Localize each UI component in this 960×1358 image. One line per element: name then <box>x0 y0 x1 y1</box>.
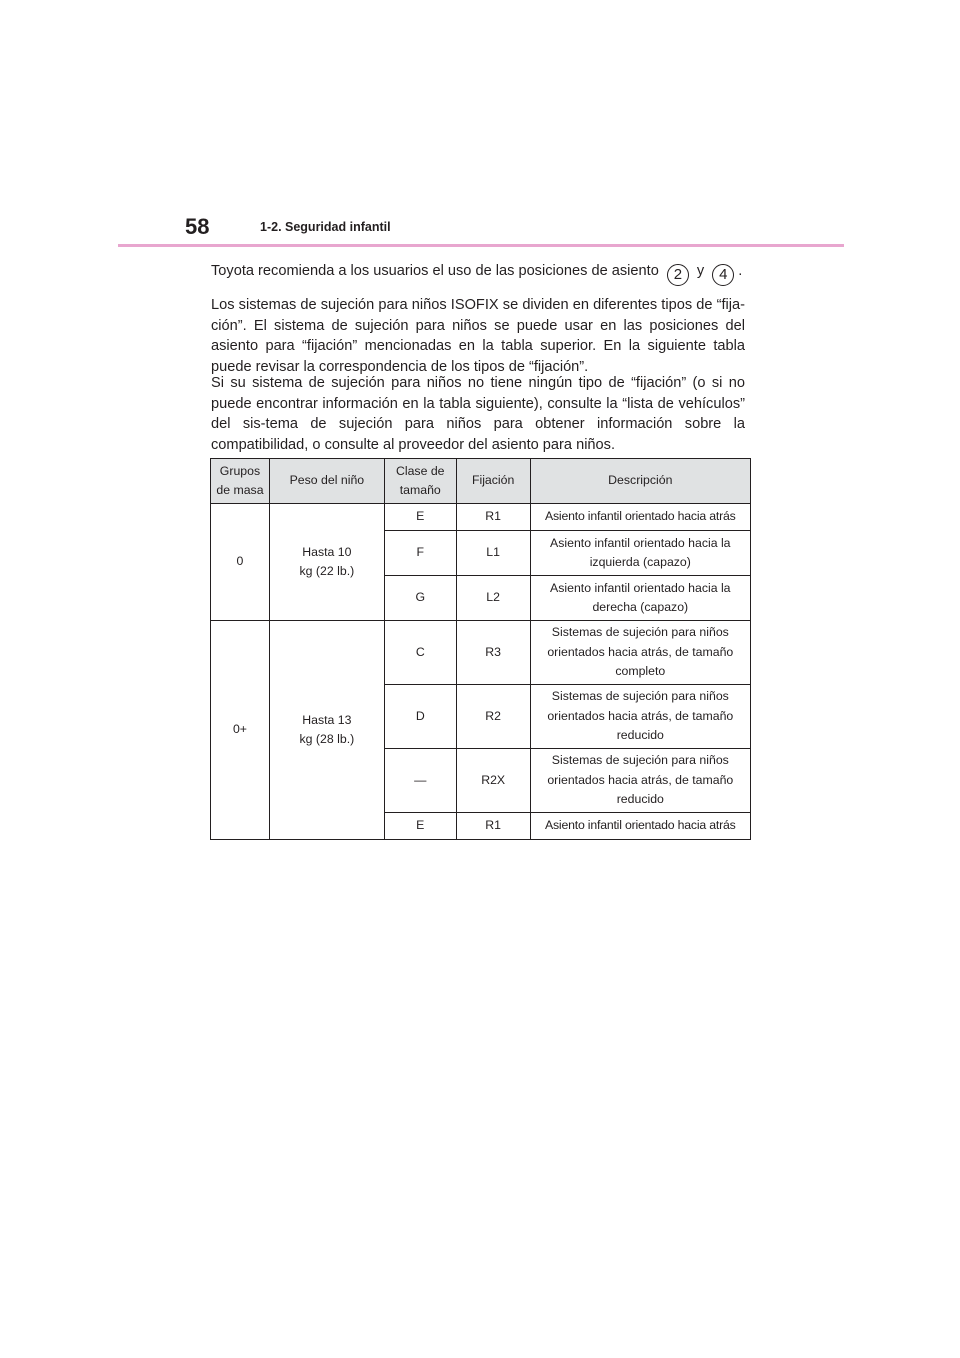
paragraph-recommendation <box>211 261 745 286</box>
section-title: 1-2. Seguridad infantil <box>260 220 391 234</box>
description-cell: Sistemas de sujeción para niños orientados hacia atrás, de tamaño reducido <box>530 685 750 749</box>
paragraph-isofix-fixtures: Los sistemas de sujeción para niños ISOFIX se dividen en diferentes tipos de “fija-ción”. El sistema de sujeción para niños se puede usar en las posiciones del asiento para “fijación” mencionadas en la tabla superior. En la siguiente tabla puede revisar la correspondencia de los tipos de “fijación”. <box>211 297 745 375</box>
mass-group-cell: 0 <box>211 504 270 621</box>
description-cell: Asiento infantil orientado hacia la derecha (capazo) <box>530 576 750 621</box>
description-cell: Sistemas de sujeción para niños orientados hacia atrás, de tamaño completo <box>530 621 750 685</box>
size-class-cell: — <box>384 749 456 813</box>
seat-position-4-icon: 4 <box>712 264 734 286</box>
weight-cell: Hasta 10 kg (22 lb.) <box>269 504 384 621</box>
description-cell: Sistemas de sujeción para niños orientados hacia atrás, de tamaño reducido <box>530 749 750 813</box>
paragraph-compatibility: Si su sistema de sujeción para niños no tiene ningún tipo de “fijación” (o si no puede encontrar información en la tabla siguiente), consulte la “lista de vehículos” del sis-tema de sujeción para niños para obtener información sobre la compatibilidad, o consulte al proveedor del asiento para niños. <box>211 375 745 453</box>
fixture-cell: R1 <box>456 504 530 531</box>
size-class-cell: E <box>384 813 456 840</box>
mass-group-cell: 0+ <box>211 621 270 840</box>
size-class-cell: G <box>384 576 456 621</box>
size-class-cell: D <box>384 685 456 749</box>
fixture-cell: R1 <box>456 813 530 840</box>
period-text: . <box>738 263 743 279</box>
recommendation-text: Toyota recomienda a los usuarios el uso de las posiciones de asiento <box>211 263 663 279</box>
fixture-cell: R3 <box>456 621 530 685</box>
header-size-class: Clase de tamaño <box>384 459 456 504</box>
header-child-weight: Peso del niño <box>269 459 384 504</box>
description-cell: Asiento infantil orientado hacia atrás <box>530 504 750 531</box>
table-row <box>211 504 751 531</box>
description-cell: Asiento infantil orientado hacia la izquierda (capazo) <box>530 531 750 576</box>
weight-cell: Hasta 13 kg (28 lb.) <box>269 621 384 840</box>
fixture-cell: R2X <box>456 749 530 813</box>
header-description: Descripción <box>530 459 750 504</box>
header-rule <box>118 244 844 247</box>
header-mass-group: Grupos de masa <box>211 459 270 504</box>
page-number: 58 <box>185 214 210 239</box>
fixture-cell: R2 <box>456 685 530 749</box>
header-fixture: Fijación <box>456 459 530 504</box>
size-class-cell: C <box>384 621 456 685</box>
description-cell: Asiento infantil orientado hacia atrás <box>530 813 750 840</box>
fixture-cell: L2 <box>456 576 530 621</box>
conjunction-text: y <box>692 263 709 279</box>
size-class-cell: E <box>384 504 456 531</box>
fixture-cell: L1 <box>456 531 530 576</box>
isofix-size-class-table <box>210 458 751 840</box>
table-header-row <box>211 459 751 504</box>
size-class-cell: F <box>384 531 456 576</box>
seat-position-2-icon: 2 <box>667 264 689 286</box>
table-row <box>211 621 751 685</box>
